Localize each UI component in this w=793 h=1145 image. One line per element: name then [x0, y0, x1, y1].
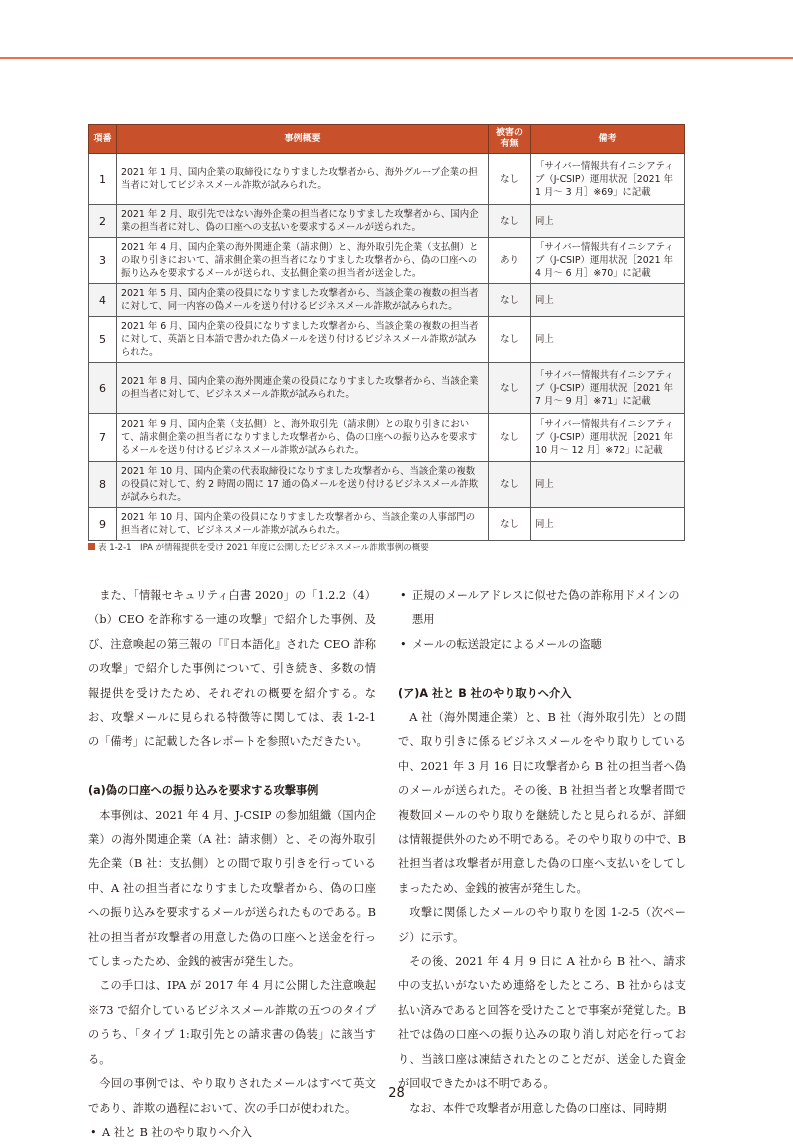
row-number: 7 [89, 414, 117, 462]
header-notes: 備考 [531, 125, 685, 154]
row-number: 2 [89, 205, 117, 238]
row-number: 4 [89, 284, 117, 317]
table-header-row [89, 125, 685, 154]
row-notes: 「サイバー情報共有イニシアティブ（J-CSIP）運用状況［2021 年 4 月～ 6 月］※70」に記載 [531, 238, 685, 284]
table-caption [88, 541, 429, 553]
top-rule [0, 57, 793, 59]
header-no: 項番 [89, 125, 117, 154]
right-column [398, 584, 686, 1121]
table-row [89, 508, 685, 541]
row-summary: 2021 年 8 月、国内企業の海外関連企業の役員になりすました攻撃者から、当該企業の担当者に対して、ビジネスメール詐欺が試みられた。 [117, 363, 489, 414]
tactics-paragraph: 今回の事例では、やり取りされたメールはすべて英文であり、詐欺の過程において、次の手口が使われた。 [88, 1077, 376, 1115]
table-row [89, 284, 685, 317]
table-row [89, 154, 685, 205]
method-paragraph: この手口は、IPA が 2017 年 4 月に公開した注意喚起※73 で紹介しているビジネスメール詐欺の五つのタイプのうち、「タイプ 1:取引先との請求書の偽装」に該当する。 [88, 979, 376, 1066]
page-number: 28 [388, 1086, 405, 1101]
intervention-paragraph: A 社（海外関連企業）と、B 社（海外取引先）との間で、取り引きに係るビジネスメールをやり取りしている中、2021 年 3 月 16 日に攻撃者から B 社の担当者へ偽のメールが送られた。その後、B 社担当者と攻撃者間で複数回メールのやり取りを継続したと見られるが、詳細は情報提供外のため不明である。そのやり取りの中で、B 社担当者は攻撃者が用意した偽の口座へ支払いをしてしまったため、金銭的被害が発生した。 [398, 711, 686, 895]
tactics-list-continued [398, 584, 686, 657]
row-damage: なし [489, 284, 531, 317]
row-summary: 2021 年 10 月、国内企業の代表取締役になりすました攻撃者から、当該企業の複数の役員に対して、約 2 時間の間に 17 通の偽メールを送り付けるビジネスメール詐欺が試みられた。 [117, 462, 489, 508]
row-notes: 同上 [531, 284, 685, 317]
bec-cases-table [88, 124, 685, 541]
table-row [89, 205, 685, 238]
table-row [89, 414, 685, 462]
header-summary: 事例概要 [117, 125, 489, 154]
row-summary: 2021 年 6 月、国内企業の役員になりすました攻撃者から、当該企業の複数の担当者に対して、英語と日本語で書かれた偽メールを送り付けるビジネスメール詐欺が試みられた。 [117, 317, 489, 363]
list-item: • A 社と B 社のやり取りへ介入 [88, 1121, 376, 1145]
row-damage: なし [489, 414, 531, 462]
row-damage: なし [489, 462, 531, 508]
figure-ref-paragraph: 攻撃に関係したメールのやり取りを図 1-2-5（次ページ）に示す。 [398, 906, 686, 944]
row-damage: あり [489, 238, 531, 284]
row-notes: 「サイバー情報共有イニシアティブ（J-CSIP）運用状況［2021 年 7 月～ 9 月］※71」に記載 [531, 363, 685, 414]
row-summary: 2021 年 4 月、国内企業の海外関連企業（請求側）と、海外取引先企業（支払側）との取り引きにおいて、請求側企業の担当者になりすました攻撃者から、偽の口座への振り込みを要求するメールが送られ、支払側企業の担当者が送金した。 [117, 238, 489, 284]
row-summary: 2021 年 9 月、国内企業（支払側）と、海外取引先（請求側）との取り引きにおいて、請求側企業の担当者になりすました攻撃者から、偽の口座への振り込みを要求するメールを送り付けるビジネスメール詐欺が試みられた。 [117, 414, 489, 462]
row-number: 8 [89, 462, 117, 508]
header-damage: 被害の 有無 [489, 125, 531, 154]
row-notes: 同上 [531, 317, 685, 363]
row-summary: 2021 年 5 月、国内企業の役員になりすました攻撃者から、当該企業の複数の担当者に対して、同一内容の偽メールを送り付けるビジネスメール詐欺が試みられた。 [117, 284, 489, 317]
row-number: 6 [89, 363, 117, 414]
row-number: 5 [89, 317, 117, 363]
row-summary: 2021 年 1 月、国内企業の取締役になりすました攻撃者から、海外グループ企業の担当者に対してビジネスメール詐欺が試みられた。 [117, 154, 489, 205]
row-number: 3 [89, 238, 117, 284]
section-heading-b: (ア)A 社と B 社のやり取りへ介入 [398, 686, 572, 700]
table-row [89, 317, 685, 363]
row-summary: 2021 年 2 月、取引先ではない海外企業の担当者になりすました攻撃者から、国内企業の担当者に対し、偽の口座への支払いを要求するメールが送られた。 [117, 205, 489, 238]
table-row [89, 363, 685, 414]
tactics-list [88, 1121, 376, 1145]
row-notes: 「サイバー情報共有イニシアティブ（J-CSIP）運用状況［2021 年 1 月～ 3 月］※69」に記載 [531, 154, 685, 205]
table-row [89, 462, 685, 508]
list-item: • メールの転送設定によるメールの盗聴 [398, 633, 686, 657]
caption-text: 表 1-2-1 IPA が情報提供を受け 2021 年度に公開したビジネスメール詐欺事例の概要 [98, 543, 429, 553]
row-damage: なし [489, 508, 531, 541]
discovery-paragraph: その後、2021 年 4 月 9 日に A 社から B 社へ、請求中の支払いがないため連絡をしたところ、B 社からは支払い済みであると回答を受けたことで事案が発覚した。B 社では偽の口座への振り込みの取り消し対応を行っており、当該口座は凍結されたとのことだが、送金した資金が回収できたかは不明である。 [398, 955, 686, 1091]
row-damage: なし [489, 317, 531, 363]
table-row [89, 238, 685, 284]
row-damage: なし [489, 154, 531, 205]
row-damage: なし [489, 363, 531, 414]
row-number: 9 [89, 508, 117, 541]
row-summary: 2021 年 10 月、国内企業の役員になりすました攻撃者から、当該企業の人事部門の担当者に対して、ビジネスメール詐欺が試みられた。 [117, 508, 489, 541]
intro-paragraph: また、「情報セキュリティ白書 2020」の「1.2.2（4）（b）CEO を詐称する一連の攻撃」で紹介した事例、及び、注意喚起の第三報の「『日本語化』された CEO 詐称の攻撃」で紹介した事例について、引き続き、多数の情報提供を受けたため、それぞれの概要を紹介する。なお、攻撃メールに見られる特徴等に関しては、表 1-2-1 の「備考」に記載した各レポートを参照いただきたい。 [88, 589, 376, 749]
row-notes: 同上 [531, 508, 685, 541]
caption-square-icon [88, 543, 95, 550]
list-item: • 正規のメールアドレスに似せた偽の詐称用ドメインの悪用 [398, 584, 686, 633]
row-notes: 「サイバー情報共有イニシアティブ（J-CSIP）運用状況［2021 年 10 月～ 12 月］※72」に記載 [531, 414, 685, 462]
continued-paragraph: なお、本件で攻撃者が用意した偽の口座は、同時期 [409, 1101, 667, 1115]
row-number: 1 [89, 154, 117, 205]
section-heading-a: (a)偽の口座への振り込みを要求する攻撃事例 [88, 784, 319, 798]
left-column [88, 584, 376, 1145]
row-damage: なし [489, 205, 531, 238]
row-notes: 同上 [531, 205, 685, 238]
case-paragraph: 本事例は、2021 年 4 月、J-CSIP の参加組織（国内企業）の海外関連企業（A 社：請求側）と、その海外取引先企業（B 社：支払側）との間で取り引きを行っている中、A 社の担当者になりすました攻撃者から、偽の口座への振り込みを要求するメールが送られたものである。B 社の担当者が攻撃者の用意した偽の口座へと送金を行ってしまったため、金銭的被害が発生した。 [88, 808, 376, 969]
row-notes: 同上 [531, 462, 685, 508]
